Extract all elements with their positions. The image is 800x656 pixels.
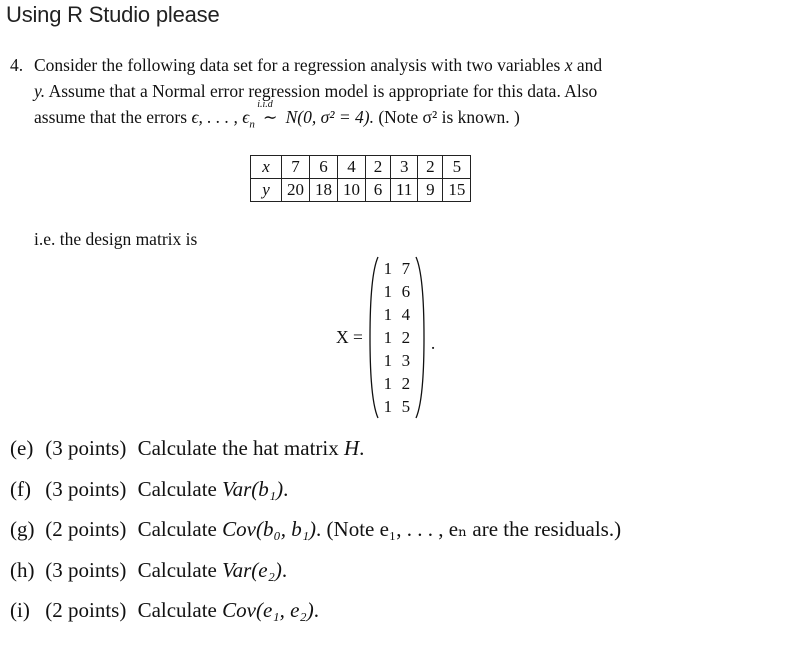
- normal-distribution: N(0, σ² = 4).: [285, 107, 374, 127]
- part-math: H: [344, 436, 360, 460]
- table-header-x: x: [251, 156, 282, 179]
- part-points: (3 points): [45, 557, 127, 582]
- matrix-cell: 1: [383, 327, 393, 347]
- part-tail: .: [359, 436, 365, 460]
- part-g: [10, 514, 621, 555]
- matrix-cell: 1: [383, 258, 393, 278]
- data-table: [250, 155, 471, 202]
- part-text: Calculate: [137, 557, 223, 582]
- part-points: (3 points): [45, 476, 127, 501]
- error-subscript: n: [249, 118, 255, 131]
- part-e: [10, 433, 621, 474]
- part-label: (h): [10, 557, 35, 582]
- table-cell: 10: [338, 179, 366, 202]
- part-tail: .: [313, 598, 319, 622]
- part-label: (g): [10, 517, 35, 541]
- part-points: (3 points): [45, 436, 127, 460]
- iid-label: i.i.d: [257, 99, 273, 110]
- table-cell: 3: [391, 156, 418, 179]
- part-math: Var(e₂): [222, 557, 282, 582]
- left-paren-icon: [369, 255, 379, 420]
- matrix-cell: 3: [401, 350, 411, 370]
- variable-y: y.: [34, 81, 46, 101]
- problem-text-2: Assume that a Normal error regression model is appropriate for this data. Also: [48, 81, 598, 101]
- error-terms: ϵ, . . . , ϵ: [191, 107, 250, 127]
- and-word: and: [576, 55, 603, 75]
- problem-line-2: [10, 78, 780, 104]
- problem-line-1: [10, 52, 780, 78]
- part-label: (i): [10, 598, 30, 622]
- matrix-cell: 2: [401, 373, 411, 393]
- table-cell: 2: [366, 156, 391, 179]
- table-header-y: y: [251, 179, 282, 202]
- part-points: (2 points): [45, 517, 127, 541]
- table-cell: 15: [443, 179, 471, 202]
- matrix-cell: 2: [401, 327, 411, 347]
- problem-line-3: [10, 99, 780, 131]
- part-tail: . (Note e₁, . . . , eₙ are the residuals.): [316, 517, 622, 541]
- table-cell: 6: [310, 156, 338, 179]
- problem-text-1: Consider the following data set for a regression analysis with two variables: [34, 55, 561, 75]
- table-cell: 7: [282, 156, 310, 179]
- part-points: (2 points): [45, 598, 127, 622]
- matrix-cell: 1: [383, 350, 393, 370]
- variable-x: x: [564, 55, 573, 75]
- part-h: [10, 555, 621, 596]
- tilde-symbol: ∼: [262, 107, 278, 127]
- matrix-cell: 1: [383, 304, 393, 324]
- table-row-y: [251, 179, 471, 202]
- matrix-body: [379, 257, 415, 418]
- table-cell: 2: [418, 156, 443, 179]
- matrix-cell: 5: [401, 396, 411, 416]
- part-math: Var(b₁): [222, 476, 284, 501]
- matrix-cell: 4: [401, 304, 411, 324]
- part-text: Calculate: [137, 517, 223, 541]
- table-row-x: [251, 156, 471, 179]
- matrix-cell: 7: [401, 258, 411, 278]
- table-cell: 4: [338, 156, 366, 179]
- part-i: [10, 595, 621, 636]
- problem-number: 4.: [10, 55, 24, 75]
- design-matrix-label: i.e. the design matrix is: [34, 229, 198, 249]
- part-tail: .: [283, 476, 289, 501]
- matrix-cell: 1: [383, 373, 393, 393]
- table-cell: 5: [443, 156, 471, 179]
- table-cell: 11: [391, 179, 418, 202]
- matrix-cell: 1: [383, 281, 393, 301]
- part-math: Cov(e₁, e₂): [222, 598, 314, 622]
- design-matrix: [336, 255, 435, 420]
- problem-text-3: assume that the errors: [34, 107, 188, 127]
- part-label: (f): [10, 476, 31, 501]
- matrix-cell: 1: [383, 396, 393, 416]
- table-cell: 20: [282, 179, 310, 202]
- matrix-period: .: [430, 333, 436, 353]
- matrix-cell: 6: [401, 281, 411, 301]
- part-text: Calculate the hat matrix: [137, 436, 344, 460]
- part-label: (e): [10, 436, 34, 460]
- right-paren-icon: [415, 255, 425, 420]
- matrix-lhs: X =: [336, 327, 363, 347]
- part-math: Cov(b₀, b₁): [222, 517, 317, 541]
- part-text: Calculate: [137, 598, 223, 622]
- table-cell: 6: [366, 179, 391, 202]
- page-header-title: Using R Studio please: [6, 2, 220, 27]
- problem-statement: [10, 52, 780, 130]
- variance-note: (Note σ² is known. ): [378, 107, 520, 127]
- part-text: Calculate: [137, 476, 223, 501]
- question-parts: [10, 433, 621, 636]
- part-f: [10, 474, 621, 515]
- iid-symbol: [257, 99, 281, 130]
- part-tail: .: [281, 557, 288, 582]
- table-cell: 9: [418, 179, 443, 202]
- table-cell: 18: [310, 179, 338, 202]
